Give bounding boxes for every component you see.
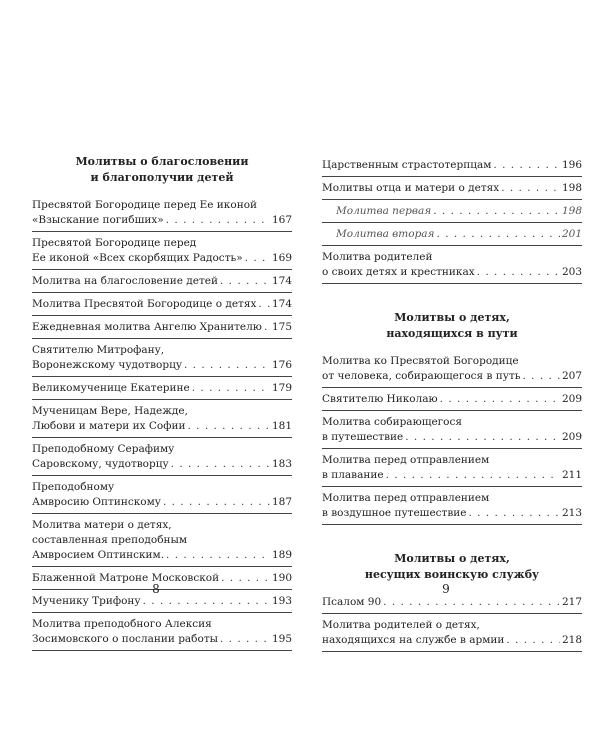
toc-entry-title-line: Блаженной Матроне Московской [32,572,220,584]
toc-entry-title-line: Царственным страстотерпцам [322,159,492,171]
toc-entry-title-line: Пресвятой Богородице перед [32,237,197,249]
toc-entry-title-line: Любови и матери их Софии [32,420,186,432]
toc-entry-page-number: 198 [561,205,582,217]
page-number-left: 8 [152,582,160,596]
toc-entry-title-line: составленная преподобным [32,534,188,546]
dot-leader [506,633,560,648]
toc-entry-page-number: 193 [271,595,292,607]
toc-entry-title-line: Молитва вторая [336,228,435,240]
dot-leader [493,158,560,173]
toc-entry-title-line: в путешествие [322,431,404,443]
toc-entry[interactable] [32,377,292,400]
toc-entry[interactable] [32,339,292,377]
toc-entry[interactable] [322,154,582,177]
toc-entry-title-line: Святителю Николаю [322,393,438,405]
toc-entry-page-number: 190 [271,572,292,584]
section-heading-travel [322,310,582,342]
toc-entry-page-number: 169 [271,252,292,264]
toc-entry[interactable] [322,223,582,246]
toc-entry-page-number: 213 [561,507,582,519]
heading-line: Молитвы о детях, [394,552,510,565]
toc-entry-page-number: 209 [561,393,582,405]
dot-leader [166,213,270,228]
heading-line: находящихся в пути [386,327,518,340]
heading-line: Молитвы о благословении [75,155,249,168]
section-heading-military [322,551,582,583]
toc-list-military [322,591,582,652]
toc-entry-title-line: Молитва перед отправлением [322,454,490,466]
toc-entry-page-number: 195 [271,633,292,645]
toc-entry-page-number: 201 [561,228,582,240]
toc-entry[interactable] [322,350,582,388]
toc-entry[interactable] [32,316,292,339]
dot-leader [405,430,560,445]
toc-entry[interactable] [322,246,582,284]
dot-leader [187,419,269,434]
toc-entry-title-line: Молитва первая [336,205,432,217]
heading-line: Молитвы о детях, [394,311,510,324]
toc-entry-page-number: 175 [271,321,292,333]
toc-entry-title-line: Святителю Митрофану, [32,344,165,356]
left-page [32,154,292,651]
toc-entry-title-line: Зосимовского о послании работы [32,633,218,645]
dot-leader [143,594,270,609]
toc-entry-title-line: Молитва Пресвятой Богородице о детях [32,298,257,310]
toc-entry[interactable] [32,438,292,476]
toc-entry-title-line: Молитва преподобного Алексия [32,618,212,630]
toc-entry-title-line: находящихся на службе в армии [322,634,505,646]
toc-entry[interactable] [322,449,582,487]
toc-entry[interactable] [322,487,582,525]
heading-line: и благополучии детей [90,171,234,184]
dot-leader [437,227,560,242]
toc-entry-title-line: Молитва родителей [322,251,433,263]
toc-entry-title-line: Молитва собирающегося [322,416,463,428]
toc-entry-page-number: 174 [271,275,292,287]
toc-entry[interactable] [32,232,292,270]
toc-entry[interactable] [322,200,582,223]
toc-entry[interactable] [32,514,292,567]
toc-entry-title-line: Молитва родителей о детях, [322,619,480,631]
toc-entry-title-line: Ее иконой «Всех скорбящих Радость» [32,252,243,264]
toc-list-top [322,154,582,284]
toc-entry-page-number: 179 [271,382,292,394]
dot-leader [468,506,559,521]
toc-entry-title-line: в воздушное путешествие [322,507,467,519]
toc-entry[interactable] [32,400,292,438]
toc-entry-page-number: 167 [271,214,292,226]
toc-entry[interactable] [322,177,582,200]
toc-entry-page-number: 217 [561,596,582,608]
toc-entry-title-line: Молитва на благословение детей [32,275,218,287]
dot-leader [166,548,270,563]
dot-leader [220,632,270,647]
toc-entry-title-line: Амвросием Оптинским. [32,549,165,561]
toc-entry-page-number: 203 [561,266,582,278]
toc-entry-page-number: 218 [561,634,582,646]
dot-leader [477,265,560,280]
toc-entry-page-number: 183 [271,458,292,470]
toc-entry-page-number: 207 [561,370,582,382]
toc-entry[interactable] [322,614,582,652]
toc-entry[interactable] [322,388,582,411]
toc-entry-title-line: Молитвы отца и матери о детях [322,182,500,194]
toc-entry-title-line: от человека, собирающегося в путь [322,370,521,382]
dot-leader [192,381,270,396]
toc-entry-title-line: Преподобному Серафиму [32,443,175,455]
toc-entry-page-number: 198 [561,182,582,194]
toc-entry-title-line: Мученику Трифону [32,595,141,607]
toc-entry-title-line: Псалом 90 [322,596,382,608]
toc-entry-title-line: Преподобному [32,481,115,493]
toc-entry-page-number: 196 [561,159,582,171]
toc-entry[interactable] [32,613,292,651]
toc-entry-title-line: Пресвятой Богородице перед Ее иконой [32,199,258,211]
dot-leader [386,468,560,483]
toc-entry-title-line: Воронежскому чудотворцу [32,359,182,371]
toc-entry[interactable] [32,476,292,514]
dot-leader [163,495,270,510]
dot-leader [383,595,560,610]
dot-leader [522,369,559,384]
dot-leader [433,204,560,219]
dot-leader [184,358,270,373]
dot-leader [171,457,270,472]
toc-entry-title-line: в плавание [322,469,384,481]
dot-leader [258,297,270,312]
dot-leader [221,571,270,586]
toc-entry-page-number: 189 [271,549,292,561]
toc-entry[interactable] [32,293,292,316]
toc-entry-title-line: Молитва ко Пресвятой Богородице [322,355,519,367]
dot-leader [220,274,270,289]
toc-entry-title-line: Мученицам Вере, Надежде, [32,405,188,417]
dot-leader [501,181,560,196]
toc-entry-page-number: 174 [271,298,292,310]
toc-entry[interactable] [322,411,582,449]
toc-entry-title-line: о своих детях и крестниках [322,266,475,278]
toc-entry-title-line: Великомученице Екатерине [32,382,190,394]
toc-entry-page-number: 187 [271,496,292,508]
section-heading-blessing [32,154,292,186]
dot-leader [440,392,560,407]
toc-entry[interactable] [32,194,292,232]
toc-entry-page-number: 211 [561,469,582,481]
toc-entry-page-number: 176 [271,359,292,371]
toc-entry-title-line: Молитва матери о детях, [32,519,172,531]
toc-entry-page-number: 181 [271,420,292,432]
heading-line: несущих воинскую службу [364,568,540,581]
toc-entry-title-line: Ежедневная молитва Ангелю Хранителю [32,321,262,333]
dot-leader [264,320,270,335]
toc-entry-page-number: 209 [561,431,582,443]
right-page [322,154,582,652]
toc-entry-title-line: Молитва перед отправлением [322,492,490,504]
toc-entry-title-line: Амвросию Оптинскому [32,496,161,508]
toc-entry-title-line: Саровскому, чудотворцу [32,458,169,470]
toc-list-travel [322,350,582,525]
dot-leader [245,251,270,266]
toc-entry[interactable] [32,270,292,293]
toc-entry-title-line: «Взыскание погибших» [32,214,164,226]
page-number-right: 9 [442,582,450,596]
